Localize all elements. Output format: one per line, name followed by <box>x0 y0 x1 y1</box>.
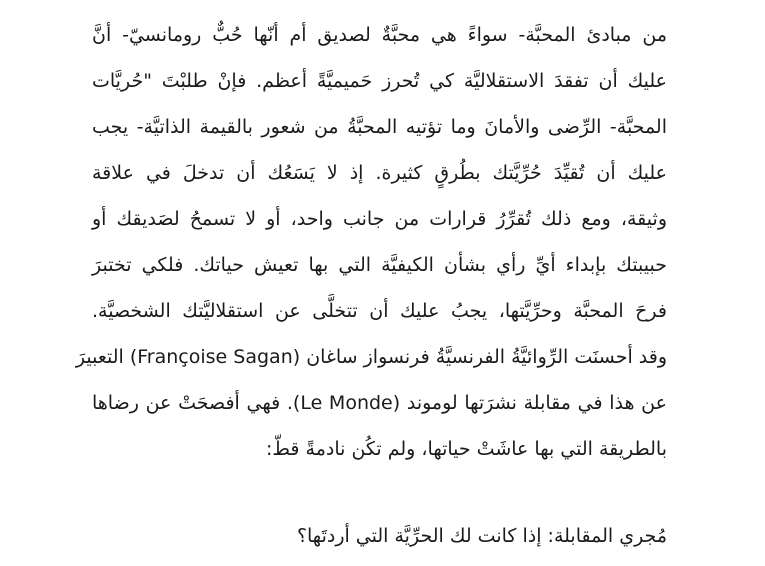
paragraph-line-1: من مبادئ المحبَّة- سواءً هي محبَّةٌ لصديق أم أنّها حُبٌّ رومانسيّ- أنَّ <box>92 24 667 46</box>
interview-question-line: مُجري المقابلة: إذا كانت لك الحرِّيَّة التي أردتَها؟ <box>296 525 667 547</box>
paragraph-line-4: عليك أن تُقيِّدَ حُرِّيَّتك بطُرقٍ كثيرة. إذ لا يَسَعُك أن تدخلَ في علاقة <box>92 162 667 184</box>
paragraph-line-2: عليك أن تفقدَ الاستقلاليَّة كي تُحرز حَميميَّةً أعظم. فإنْ طلبْتَ "حُريَّات <box>92 70 667 92</box>
document-page <box>75 12 667 547</box>
body-paragraph <box>75 12 667 472</box>
paragraph-line-7: فرحَ المحبَّة وحرِّيَّتها، يجبُ عليك أن تتخلَّى عن استقلاليَّتك الشخصيَّة. <box>92 300 667 322</box>
paragraph-line-8: وقد أحسنَت الرِّوائيَّةُ الفرنسيَّةُ فرنسواز ساغان (Françoise Sagan) التعبيرَ <box>75 346 667 368</box>
paragraph-line-6: حبيبتك بإبداء أيِّ رأي بشأن الكيفيَّة التي بها تعيش حياتك. فلكي تختبرَ <box>92 254 667 276</box>
paragraph-line-5: وثيقة، ومع ذلك تُقرِّرُ قرارات من جانب واحد، أو لا تسمحُ لصَديقك أو <box>92 208 667 230</box>
paragraph-line-3: المحبَّة- الرِّضى والأمانَ وما تؤتيه المحبَّةُ من شعور بالقيمة الذاتيَّة- يجب <box>92 116 667 138</box>
paragraph-gap <box>92 472 667 506</box>
paragraph-line-10: بالطريقة التي بها عاشَتْ حياتها، ولم تكُن نادمةً قطّ: <box>265 438 667 460</box>
paragraph-line-9: عن هذا في مقابلة نشرَتها لوموند (Le Monde). فهي أفصحَتْ عن رضاها <box>92 392 667 414</box>
